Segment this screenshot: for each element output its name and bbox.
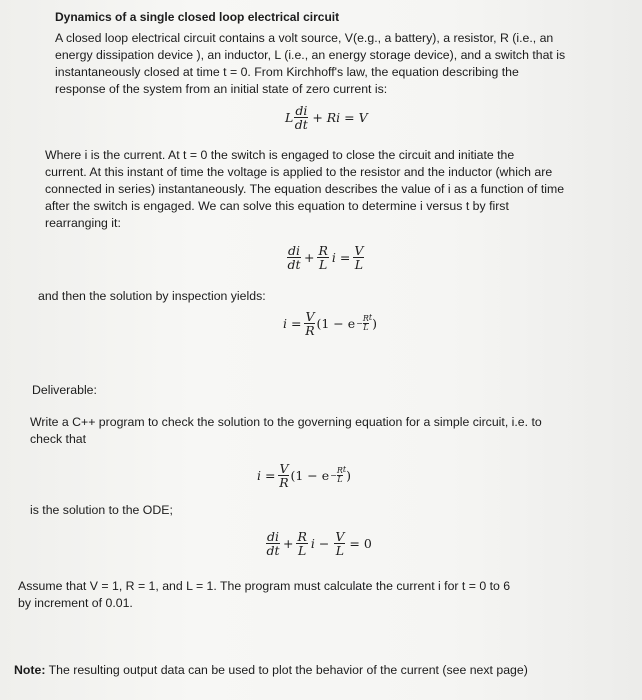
- equation-check: [257, 462, 351, 489]
- eq2-mid: i =: [331, 250, 351, 265]
- ode-label: is the solution to the ODE;: [30, 503, 173, 517]
- eq2-den3: L: [354, 257, 364, 272]
- eq4-frac-VR: [278, 462, 289, 489]
- eq4-lhs: i =: [257, 468, 276, 483]
- inspection-text: and then the solution by inspection yields:: [38, 289, 266, 303]
- eq4-exp-t: t: [342, 465, 347, 474]
- eq3-den: R: [305, 323, 315, 338]
- para-line: after the switch is engaged. We can solve this equation to determine i versus t by first: [45, 199, 509, 213]
- eq4-num: V: [279, 461, 289, 476]
- eq3-exp-t: t: [368, 313, 373, 322]
- deliverable-heading: Deliverable:: [32, 383, 97, 397]
- intro-line: response of the system from an initial state of zero current is:: [55, 82, 388, 96]
- eq4-close: ): [346, 468, 351, 483]
- eq2-num2: R: [318, 243, 328, 258]
- eq3-exp-num: R: [362, 314, 369, 323]
- task-line: check that: [30, 432, 87, 446]
- task-line: Write a C++ program to check the solution to the governing equation for a simple circuit, i.e. to: [30, 415, 542, 429]
- eq3-num: V: [305, 309, 315, 324]
- assume-line: Assume that V = 1, R = 1, and L = 1. The program must calculate the current i for t = 0 to 6: [18, 579, 511, 593]
- note-text: The resulting output data can be used to plot the behavior of the current (see next page): [45, 663, 528, 677]
- eq4-exponent: [330, 472, 337, 480]
- eq5-rhs: = 0: [349, 536, 372, 551]
- note-label: Note:: [14, 663, 46, 677]
- intro-line: energy dissipation device ), an inductor, L (i.e., an energy storage device), and a switch that is: [55, 48, 566, 62]
- eq2-frac-RL: [317, 244, 328, 271]
- note-paragraph: [14, 662, 528, 679]
- eq1-coef: L: [285, 110, 294, 125]
- eq1-rest: + Ri = V: [312, 110, 368, 125]
- eq5-den3: L: [335, 543, 345, 558]
- eq4-body: (1 − e: [290, 468, 330, 483]
- eq5-den2: L: [298, 543, 307, 558]
- eq4-exp-den: L: [337, 475, 343, 484]
- eq1-numerator: di: [295, 103, 308, 118]
- eq1-denominator: dt: [294, 117, 308, 132]
- eq2-num1: di: [288, 243, 300, 258]
- eq2-den1: dt: [287, 257, 301, 272]
- eq5-frac-didt: [266, 530, 280, 557]
- para-line: Where i is the current. At t = 0 the switch is engaged to close the circuit and initiate the: [45, 148, 515, 162]
- assume-line: by increment of 0.01.: [18, 596, 133, 610]
- intro-line: instantaneously closed at time t = 0. From Kirchhoff's law, the equation describing the: [55, 65, 519, 79]
- eq5-frac-RL: [296, 530, 307, 557]
- eq5-frac-VL: [334, 530, 345, 557]
- para-line: rearranging it:: [45, 216, 121, 230]
- equation-ode: [265, 530, 372, 557]
- eq3-exp-minus: −: [356, 318, 363, 328]
- eq3-frac-VR: [304, 310, 315, 337]
- intro-line: A closed loop electrical circuit contains a volt source, V(e.g., a battery), a resistor, R (i.e., an: [55, 31, 554, 45]
- eq2-plus: +: [304, 250, 315, 265]
- eq5-num3: V: [335, 529, 345, 544]
- para-line: current. At this instant of time the voltage is applied to the resistor and the inductor (which are: [45, 165, 553, 179]
- equation-solution: [283, 310, 377, 337]
- eq5-num1: di: [267, 529, 279, 544]
- equation-rearranged: [286, 244, 365, 271]
- eq4-exp-minus: −: [330, 470, 337, 480]
- page-title: Dynamics of a single closed loop electrical circuit: [55, 10, 340, 24]
- eq3-body: (1 − e: [316, 316, 356, 331]
- eq4-exp-num: R: [336, 466, 343, 475]
- eq2-frac-VL: [353, 244, 364, 271]
- eq4-den: R: [279, 475, 289, 490]
- eq5-mid: i −: [310, 536, 330, 551]
- eq2-num3: V: [354, 243, 364, 258]
- eq3-close: ): [372, 316, 377, 331]
- eq2-den2: L: [319, 257, 328, 272]
- eq5-plus: +: [283, 536, 294, 551]
- eq1-fraction: [294, 104, 308, 131]
- eq5-den1: dt: [266, 543, 280, 558]
- eq5-num2: R: [297, 529, 307, 544]
- para-line: connected in series) instantaneously. The equation describes the value of i as a function of time: [45, 182, 565, 196]
- equation-kirchhoff: [285, 104, 368, 131]
- eq3-exponent: [356, 320, 363, 328]
- eq2-frac-didt: [287, 244, 301, 271]
- eq3-exp-den: L: [363, 323, 369, 332]
- eq3-lhs: i =: [283, 316, 302, 331]
